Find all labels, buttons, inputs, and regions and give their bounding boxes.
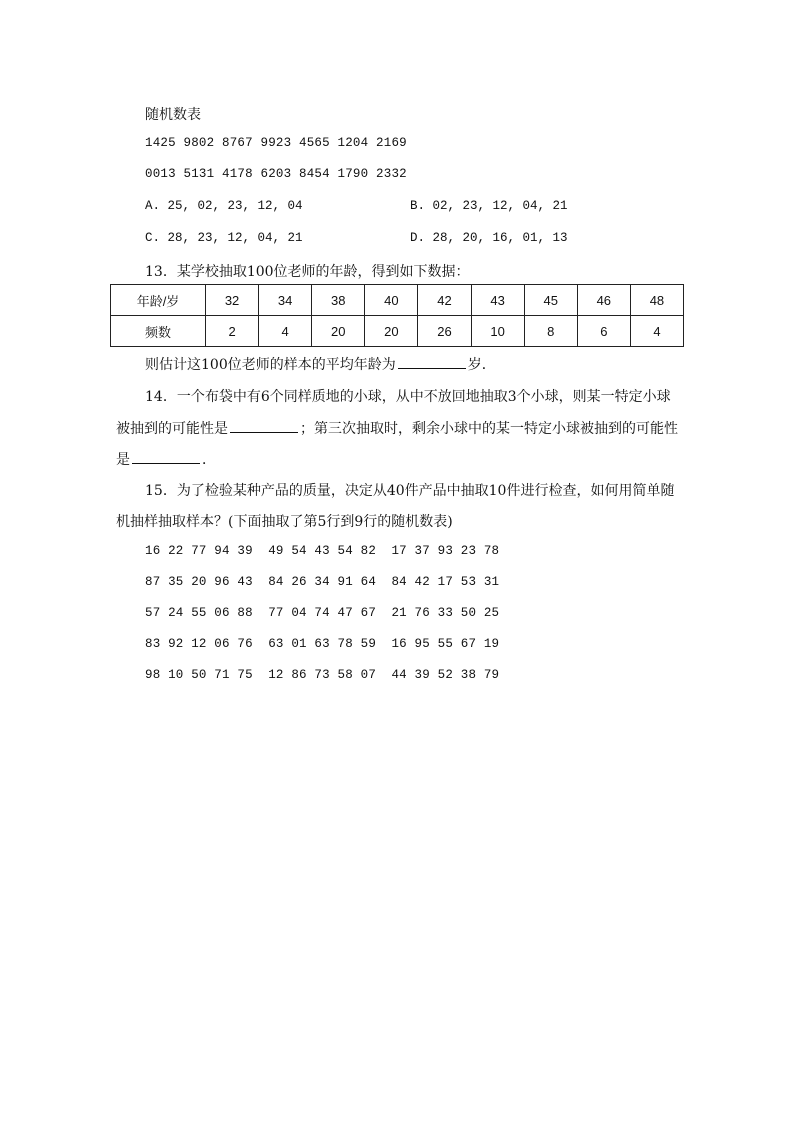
count-cell: 20 [365, 316, 418, 347]
answer-blank[interactable] [132, 451, 200, 464]
age-cell: 42 [418, 285, 471, 316]
count-cell: 2 [206, 316, 259, 347]
q15-line-1: 15．为了检验某种产品的质量，决定从40件产品中抽取10件进行检查，如何用简单随 [145, 483, 675, 499]
age-cell: 38 [312, 285, 365, 316]
count-cell: 20 [312, 316, 365, 347]
count-cell: 26 [418, 316, 471, 347]
q15-line-2: 机抽样抽取样本？(下面抽取了第5行到9行的随机数表) [116, 514, 453, 530]
count-cell: 6 [577, 316, 630, 347]
count-cell: 4 [630, 316, 683, 347]
age-frequency-table [110, 284, 684, 347]
q15-random-row: 98 10 50 71 75 12 86 73 58 07 44 39 52 38 79 [145, 668, 500, 682]
age-cell: 34 [259, 285, 312, 316]
q13-stem: 13．某学校抽取100位老师的年龄，得到如下数据： [145, 264, 470, 280]
answer-blank[interactable] [230, 420, 298, 433]
option-c: C. 28, 23, 12, 04, 21 [145, 231, 303, 245]
q15-random-row: 16 22 77 94 39 49 54 43 54 82 17 37 93 23 78 [145, 544, 500, 558]
q13-followup-text: 则估计这100位老师的样本的平均年龄为 [145, 357, 396, 373]
count-cell: 4 [259, 316, 312, 347]
answer-blank[interactable] [398, 356, 466, 369]
count-cell: 8 [524, 316, 577, 347]
count-cell: 10 [471, 316, 524, 347]
table-row [111, 316, 684, 347]
q15-random-row: 57 24 55 06 88 77 04 74 47 67 21 76 33 50 25 [145, 606, 500, 620]
q14-line-2 [116, 418, 678, 438]
option-b: B. 02, 23, 12, 04, 21 [410, 199, 568, 213]
random-table-title: 随机数表 [145, 107, 201, 123]
count-header: 频数 [111, 316, 206, 347]
option-d: D. 28, 20, 16, 01, 13 [410, 231, 568, 245]
table-row [111, 285, 684, 316]
age-cell: 40 [365, 285, 418, 316]
age-cell: 43 [471, 285, 524, 316]
age-cell: 48 [630, 285, 683, 316]
age-cell: 45 [524, 285, 577, 316]
q13-followup [145, 354, 496, 374]
q14-line-2-rest: ；第三次抽取时，剩余小球中的某一特定小球被抽到的可能性 [300, 421, 678, 437]
q15-random-row: 83 92 12 06 76 63 01 63 78 59 16 95 55 67 19 [145, 637, 500, 651]
option-a: A. 25, 02, 23, 12, 04 [145, 199, 303, 213]
q15-random-row: 87 35 20 96 43 84 26 34 91 64 84 42 17 53 31 [145, 575, 500, 589]
random-row-2: 0013 5131 4178 6203 8454 1790 2332 [145, 167, 407, 181]
q14-line-3-text: 是 [116, 452, 130, 468]
random-row-1: 1425 9802 8767 9923 4565 1204 2169 [145, 136, 407, 150]
age-cell: 46 [577, 285, 630, 316]
q14-line-3-end: ． [202, 452, 216, 468]
q14-line-2-text: 被抽到的可能性是 [116, 421, 228, 437]
age-header: 年龄/岁 [111, 285, 206, 316]
q13-followup-unit: 岁． [467, 357, 496, 373]
q14-line-3 [116, 449, 216, 469]
q14-line-1: 14．一个布袋中有6个同样质地的小球，从中不放回地抽取3个小球，则某一特定小球 [145, 389, 671, 405]
age-cell: 32 [206, 285, 259, 316]
